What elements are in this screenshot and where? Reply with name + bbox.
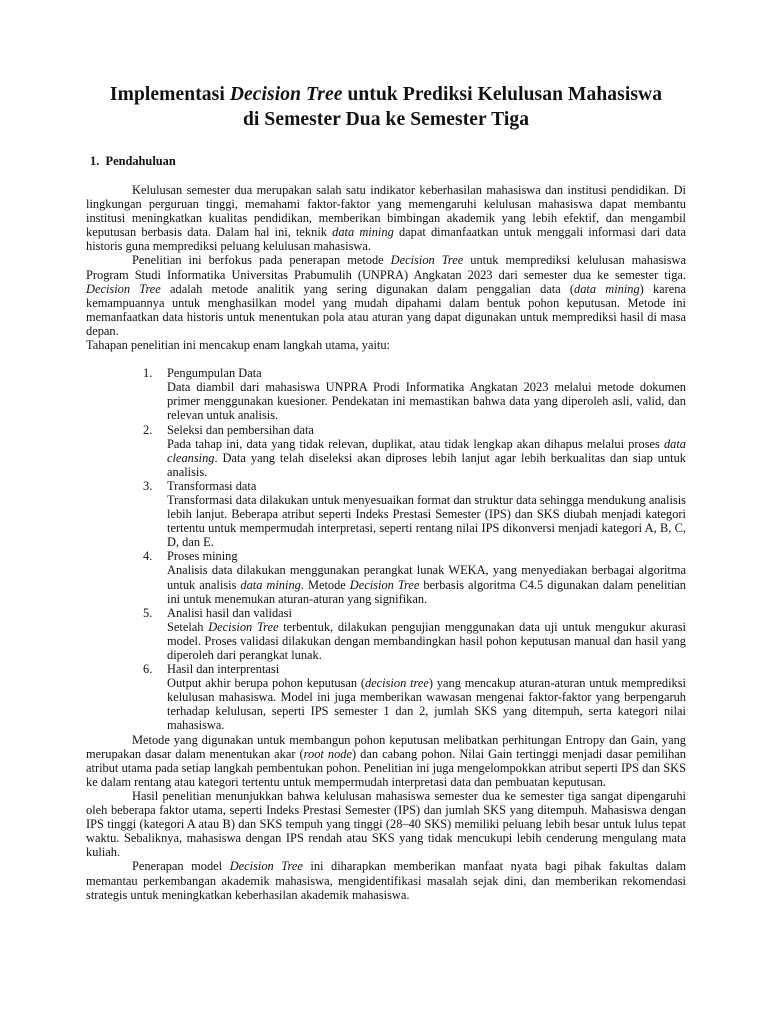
paragraph-4: Metode yang digunakan untuk membangun pohon keputusan melibatkan perhitungan Entropy dan Gain, yang merupakan dasar dalam menentukan akar (root node) dan cabang pohon. Nilai Gain tertinggi menjadi dasar pemilihan atribut utama pada setiap langkah pembentukan pohon. Penelitian ini juga mengelompokkan atribut seperti IPS dan SKS ke dalam rentang atau kategori tertentu untuk mempermudah interpretasi data dan pembuatan keputusan. (86, 732, 686, 789)
list-item-body: Setelah Decision Tree terbentuk, dilakukan pengujian menggunakan data uji untuk mengukur akurasi model. Proses validasi dilakukan dengan membandingkan hasil pohon keputusan manual dan hasil yang diperoleh dari perangkat lunak. (167, 619, 686, 662)
list-item-body: Output akhir berupa pohon keputusan (decision tree) yang mencakup aturan-aturan untuk memprediksi kelulusan mahasiswa. Model ini juga memberikan wawasan mengenai faktor-faktor yang berpengaruh terhadap kelulusan, seperti IPS semester 1 dan 2, jumlah SKS yang ditempuh, serta kategori nilai mahasiswa. (167, 676, 686, 733)
list-item-body: Transformasi data dilakukan untuk menyesuaikan format dan struktur data sehingga mendukung analisis lebih lanjut. Beberapa atribut seperti Indeks Prestasi Semester (IPS) dan SKS diubah menjadi kategori tertentu untuk mempermudah interpretasi, seperti rentang nilai IPS dikonversi menjadi kategori A, B, C, D, dan E. (167, 492, 686, 550)
paragraph-2: Penelitian ini berfokus pada penerapan metode Decision Tree untuk memprediksi kelulusan mahasiswa Program Studi Informatika Universitas Prabumulih (UNPRA) Angkatan 2023 dari semester dua ke semester tiga. Decision Tree adalah metode analitik yang sering digunakan dalam penggalian data (data mining) karena kemampuannya untuk menghasilkan model yang mudah dipahami dalam bentuk pohon keputusan. Metode ini memanfaatkan data historis untuk menentukan pola atau aturan yang dapat digunakan untuk memprediksi hasil di masa depan. (86, 253, 687, 338)
list-item (86, 423, 686, 479)
title-text-line2: di Semester Dua ke Semester Tiga (242, 109, 530, 130)
list-item (86, 366, 686, 422)
list-item-title: Hasil dan interprentasi (167, 662, 280, 677)
list-item-title: Transformasi data (167, 478, 257, 493)
list-item-number: 2. (143, 422, 153, 437)
list-item-title: Seleksi dan pembersihan data (167, 422, 314, 437)
document-title (86, 82, 686, 132)
list-item-body: Pada tahap ini, data yang tidak relevan, duplikat, atau tidak lengkap akan dihapus melalui proses data cleansing. Data yang telah diseleksi akan diproses lebih lanjut agar lebih berkualitas dan siap untuk analisis. (167, 436, 686, 479)
list-item (86, 606, 686, 662)
list-item (86, 479, 686, 549)
list-item-number: 5. (143, 605, 153, 620)
section-heading (90, 154, 686, 169)
section-number: 1. (90, 154, 100, 168)
list-item-number: 1. (143, 366, 153, 381)
list-item-title: Pengumpulan Data (167, 366, 262, 381)
paragraph-1: Kelulusan semester dua merupakan salah satu indikator keberhasilan mahasiswa dan institusi pendidikan. Di lingkungan perguruan tinggi, memahami faktor-faktor yang memengaruhi kelulusan mahasiswa dapat membantu institusi meningkatkan kualitas pendidikan, memberikan bimbingan akademik yang lebih efektif, dan mengambil keputusan berbasis data. Dalam hal ini, teknik data mining dapat dimanfaatkan untuk menggali informasi dari data historis guna memprediksi peluang kelulusan mahasiswa. (86, 183, 687, 254)
paragraph-3: Tahapan penelitian ini mencakup enam langkah utama, yaitu: (86, 338, 390, 353)
section-label: Pendahuluan (105, 154, 176, 168)
list-item-number: 3. (143, 478, 153, 493)
paragraph-5: Hasil penelitian menunjukkan bahwa kelulusan mahasiswa semester dua ke semester tiga sangat dipengaruhi oleh beberapa faktor utama, seperti Indeks Prestasi Semester (IPS) dan jumlah SKS yang ditempuh. Mahasiswa dengan IPS tinggi (kategori A atau B) dan SKS tempuh yang tinggi (28–40 SKS) memiliki peluang lebih besar untuk lulus tepat waktu. Sebaliknya, mahasiswa dengan IPS rendah atau SKS yang tidak mencukupi lebih cenderung mengulang mata kuliah. (86, 788, 686, 860)
steps-list (86, 366, 686, 732)
list-item-number: 4. (143, 549, 153, 564)
list-item-number: 6. (143, 662, 153, 677)
title-text-pre: Implementasi (109, 84, 230, 105)
title-text-post: untuk Prediksi Kelulusan Mahasiswa (342, 84, 663, 105)
list-item-title: Proses mining (167, 549, 238, 564)
list-item-body: Data diambil dari mahasiswa UNPRA Prodi Informatika Angkatan 2023 melalui metode dokumen primer menggunakan kuesioner. Pendekatan ini memastikan bahwa data yang diperoleh asli, valid, dan relevan untuk analisis. (167, 380, 686, 423)
list-item-title: Analisi hasil dan validasi (167, 605, 292, 620)
title-text-em: Decision Tree (229, 84, 343, 105)
list-item (86, 662, 686, 732)
list-item (86, 549, 686, 605)
paragraph-6: Penerapan model Decision Tree ini diharapkan memberikan manfaat nyata bagi pihak fakultas dalam memantau perkembangan akademik mahasiswa, mengidentifikasi masalah sejak dini, dan memberikan rekomendasi strategis untuk meningkatkan keberhasilan akademik mahasiswa. (86, 859, 686, 902)
list-item-body: Analisis data dilakukan menggunakan perangkat lunak WEKA, yang menyediakan berbagai algoritma untuk analisis data mining. Metode Decision Tree berbasis algoritma C4.5 digunakan dalam penelitian ini untuk menemukan aturan-aturan yang signifikan. (167, 563, 686, 606)
